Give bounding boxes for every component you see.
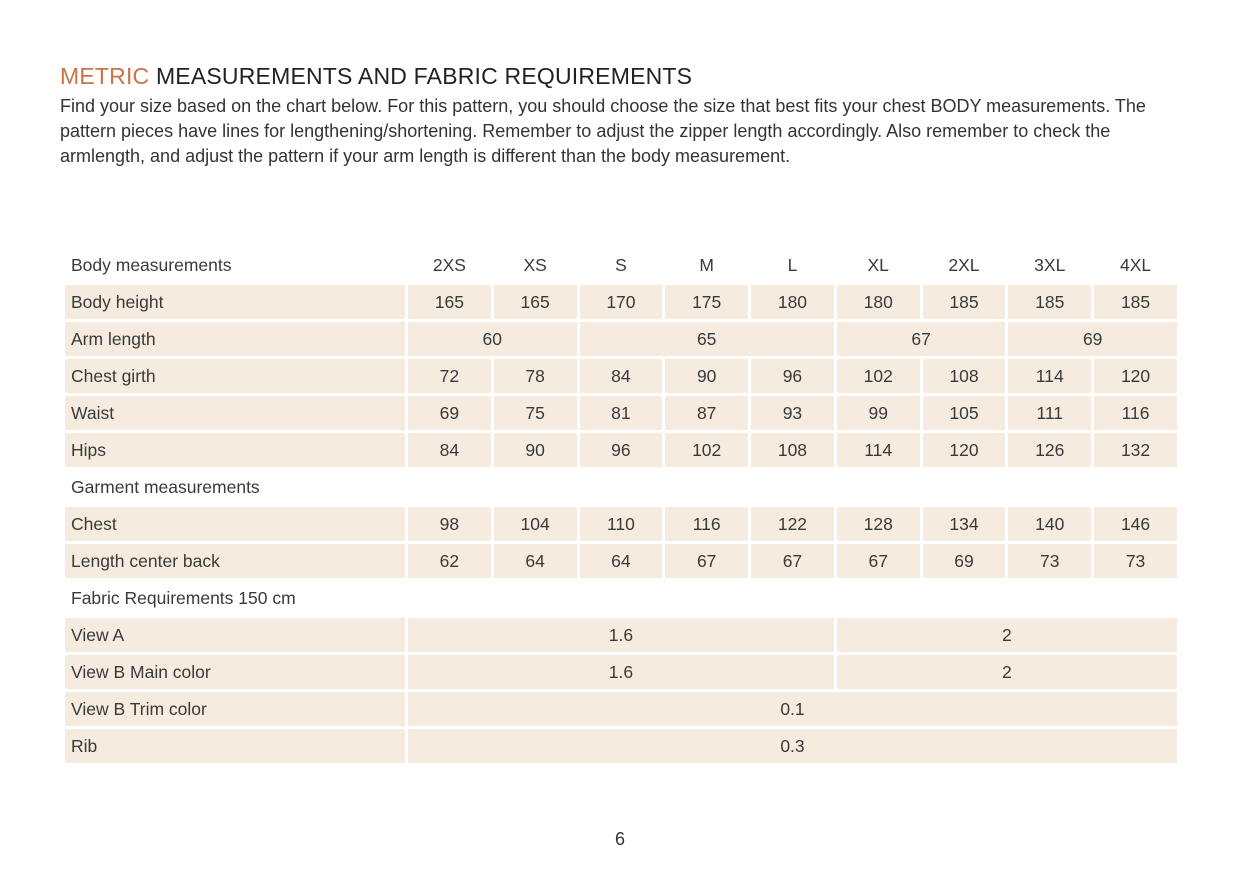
row-label: View B Trim color <box>65 692 405 726</box>
table-row-chest-girth <box>65 359 1177 393</box>
table-cell: 96 <box>751 359 834 393</box>
table-cell: 120 <box>923 433 1006 467</box>
table-cell: 0.3 <box>408 729 1177 763</box>
table-cell: 73 <box>1094 544 1177 578</box>
table-cell: 175 <box>665 285 748 319</box>
table-cell: 84 <box>580 359 663 393</box>
table-cell: 73 <box>1008 544 1091 578</box>
size-header: 3XL <box>1034 254 1066 275</box>
row-label: Arm length <box>65 322 405 356</box>
section-heading-garment: Garment measurements <box>71 476 260 497</box>
row-label: Body height <box>65 285 405 319</box>
section-heading-body: Body measurements <box>71 254 232 275</box>
size-header: L <box>787 254 798 275</box>
table-cell: 108 <box>923 359 1006 393</box>
table-cell: 140 <box>1008 507 1091 541</box>
table-cell: 67 <box>751 544 834 578</box>
table-cell: 122 <box>751 507 834 541</box>
size-chart-table <box>62 245 1180 766</box>
size-header: S <box>615 254 627 275</box>
table-row-view-b-trim-color <box>65 692 1177 726</box>
table-cell: 1.6 <box>408 655 834 689</box>
table-cell: 108 <box>751 433 834 467</box>
size-header: 4XL <box>1119 254 1152 275</box>
row-label: Chest girth <box>65 359 405 393</box>
title-rest: MEASUREMENTS AND FABRIC REQUIREMENTS <box>155 63 693 89</box>
table-cell: 128 <box>837 507 920 541</box>
size-header: XS <box>523 254 547 275</box>
title-accent: METRIC <box>60 63 150 89</box>
table-row-arm-length <box>65 322 1177 356</box>
table-row-chest <box>65 507 1177 541</box>
fabric-requirements-header-row <box>65 581 1177 615</box>
table-cell: 180 <box>837 285 920 319</box>
table-row-hips <box>65 433 1177 467</box>
table-cell: 69 <box>1008 322 1177 356</box>
table-cell: 67 <box>665 544 748 578</box>
table-cell: 1.6 <box>408 618 834 652</box>
size-header: XL <box>867 254 889 275</box>
table-cell: 116 <box>665 507 748 541</box>
table-cell: 65 <box>580 322 834 356</box>
page-title <box>60 63 692 90</box>
table-cell: 102 <box>665 433 748 467</box>
table-cell: 60 <box>408 322 577 356</box>
row-label: Chest <box>65 507 405 541</box>
table-cell: 69 <box>408 396 491 430</box>
intro-paragraph: Find your size based on the chart below. For this pattern, you should choose the size that best fits your chest BODY measurements. The pattern pieces have lines for lengthening/shortening. Remember to adjust the zipper length accordingly. Also remember to check the armlength, and adjust the pattern if your arm length is different than the body measurement. <box>60 96 1146 166</box>
table-cell: 170 <box>580 285 663 319</box>
table-cell: 93 <box>751 396 834 430</box>
table-cell: 64 <box>494 544 577 578</box>
table-cell: 96 <box>580 433 663 467</box>
table-cell: 90 <box>494 433 577 467</box>
table-cell: 114 <box>837 433 920 467</box>
table-cell: 104 <box>494 507 577 541</box>
table-cell: 0.1 <box>408 692 1177 726</box>
table-row-waist <box>65 396 1177 430</box>
row-label: Length center back <box>65 544 405 578</box>
size-header: M <box>699 254 714 275</box>
table-cell: 114 <box>1008 359 1091 393</box>
section-heading-fabric: Fabric Requirements 150 cm <box>71 587 296 608</box>
row-label: View B Main color <box>65 655 405 689</box>
table-cell: 185 <box>923 285 1006 319</box>
table-cell: 84 <box>408 433 491 467</box>
table-cell: 72 <box>408 359 491 393</box>
table-cell: 165 <box>408 285 491 319</box>
table-cell: 120 <box>1094 359 1177 393</box>
table-cell: 126 <box>1008 433 1091 467</box>
row-label: View A <box>65 618 405 652</box>
page-number: 6 <box>614 829 625 849</box>
table-cell: 111 <box>1008 396 1091 430</box>
row-label: Hips <box>65 433 405 467</box>
table-row-length-center-back <box>65 544 1177 578</box>
table-cell: 99 <box>837 396 920 430</box>
table-cell: 64 <box>580 544 663 578</box>
table-cell: 78 <box>494 359 577 393</box>
row-label: Rib <box>65 729 405 763</box>
table-cell: 165 <box>494 285 577 319</box>
table-cell: 180 <box>751 285 834 319</box>
table-cell: 81 <box>580 396 663 430</box>
table-cell: 67 <box>837 544 920 578</box>
table-row-rib <box>65 729 1177 763</box>
size-header: 2XS <box>432 254 466 275</box>
table-cell: 110 <box>580 507 663 541</box>
table-cell: 2 <box>837 618 1177 652</box>
garment-measurements-header-row <box>65 470 1177 504</box>
table-cell: 132 <box>1094 433 1177 467</box>
table-cell: 102 <box>837 359 920 393</box>
table-cell: 116 <box>1094 396 1177 430</box>
body-measurements-header-row <box>65 248 1177 282</box>
size-header: 2XL <box>948 254 980 275</box>
table-cell: 87 <box>665 396 748 430</box>
table-cell: 75 <box>494 396 577 430</box>
table-cell: 98 <box>408 507 491 541</box>
table-cell: 62 <box>408 544 491 578</box>
table-cell: 146 <box>1094 507 1177 541</box>
table-cell: 2 <box>837 655 1177 689</box>
table-cell: 105 <box>923 396 1006 430</box>
table-row-view-a <box>65 618 1177 652</box>
table-cell: 134 <box>923 507 1006 541</box>
table-cell: 90 <box>665 359 748 393</box>
table-cell: 185 <box>1008 285 1091 319</box>
table-cell: 185 <box>1094 285 1177 319</box>
table-row-view-b-main-color <box>65 655 1177 689</box>
table-cell: 69 <box>923 544 1006 578</box>
row-label: Waist <box>65 396 405 430</box>
table-row-body-height <box>65 285 1177 319</box>
table-cell: 67 <box>837 322 1006 356</box>
